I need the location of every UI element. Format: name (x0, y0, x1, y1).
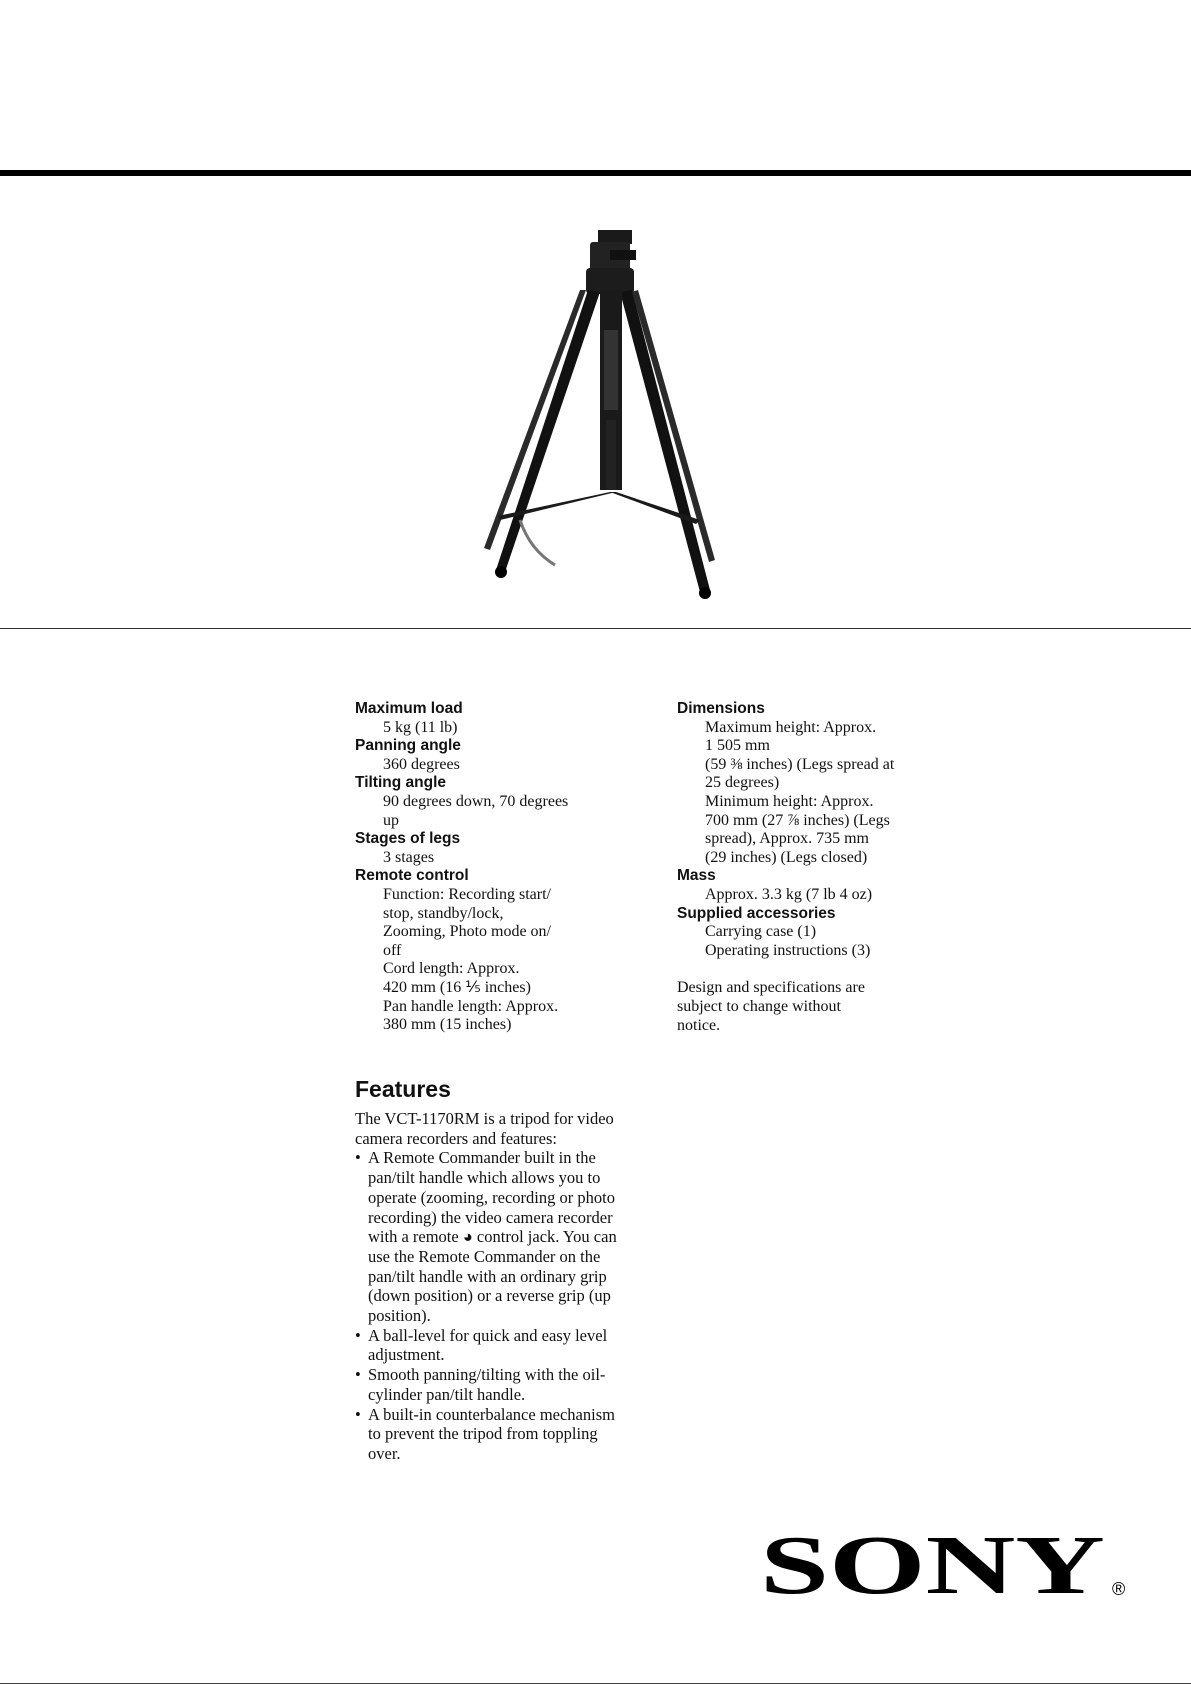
spec-term: Maximum load (355, 700, 463, 717)
spec-value: (59 ⅜ inches) (Legs spread at (705, 755, 895, 773)
specs-right-column (677, 700, 947, 1035)
spec-value: Minimum height: Approx. (705, 792, 874, 810)
spec-value: 420 mm (16 ⅕ inches) (383, 978, 531, 996)
disclaimer-line: subject to change without (677, 997, 841, 1015)
specs-left-column (355, 700, 655, 1035)
spec-term: Panning angle (355, 737, 461, 755)
disclaimer-line: notice. (677, 1016, 721, 1034)
spec-value: 360 degrees (383, 755, 460, 773)
tripod-photo (460, 220, 740, 610)
spec-value: off (383, 941, 402, 959)
sony-logo (760, 1525, 1130, 1605)
spec-value: 25 degrees) (705, 774, 780, 792)
spec-value: Function: Recording start/ (383, 885, 551, 903)
spec-term: Stages of legs (355, 830, 461, 848)
feature-item: • A built-in counterbalance mechanism to prevent the tripod from toppling over. (355, 1405, 625, 1464)
spec-value: Carrying case (1) (705, 923, 817, 941)
disclaimer-line: Design and specifications are (677, 979, 865, 997)
spec-value: Pan handle length: Approx. (383, 997, 559, 1015)
spec-value: 1 505 mm (705, 737, 770, 755)
feature-item: • Smooth panning/tilting with the oil-cylinder pan/tilt handle. (355, 1365, 625, 1404)
feature-item: • A Remote Commander built in the pan/tilt handle which allows you to operate (zooming, recording or photo recording) the video camera recorder with a remote ◕ control jack. You can use the Remote Commander on the pan/tilt handle with an ordinary grip (down position) or a reverse grip (up position). (355, 1148, 625, 1325)
spec-term: Dimensions (677, 700, 765, 717)
spec-value: stop, standby/lock, (383, 904, 504, 922)
features-section (355, 1075, 625, 1464)
spec-term: Supplied accessories (677, 904, 836, 922)
spec-value: 90 degrees down, 70 degrees (383, 792, 569, 810)
logo-text: SONY (760, 1525, 1105, 1605)
spec-value: Operating instructions (3) (705, 941, 871, 959)
spec-term: Tilting angle (355, 774, 446, 792)
spec-value: up (383, 811, 399, 829)
spec-term: Remote control (355, 867, 469, 885)
spec-value: 3 stages (383, 848, 435, 866)
top-rule (0, 170, 1191, 176)
bottom-rule (0, 1683, 1191, 1684)
spec-value: Cord length: Approx. (383, 960, 520, 978)
feature-item: • A ball-level for quick and easy level adjustment. (355, 1326, 625, 1365)
spec-disclaimer (677, 979, 947, 1035)
registered-mark: ® (1112, 1579, 1126, 1599)
spec-value: Approx. 3.3 kg (7 lb 4 oz) (705, 885, 873, 903)
spec-value: 380 mm (15 inches) (383, 1016, 512, 1034)
spec-value: Maximum height: Approx. (705, 718, 877, 736)
spec-value: 700 mm (27 ⅞ inches) (Legs (705, 811, 890, 829)
features-intro: The VCT-1170RM is a tripod for video camera recorders and features: (355, 1109, 614, 1148)
spec-value: 5 kg (11 lb) (383, 718, 458, 736)
middle-rule (0, 628, 1191, 629)
spec-value: Zooming, Photo mode on/ (383, 923, 551, 941)
spec-value: spread), Approx. 735 mm (705, 830, 869, 848)
spec-term: Mass (677, 867, 716, 885)
spec-value: (29 inches) (Legs closed) (705, 848, 868, 866)
features-list (355, 1148, 625, 1463)
features-heading: Features (355, 1076, 451, 1102)
